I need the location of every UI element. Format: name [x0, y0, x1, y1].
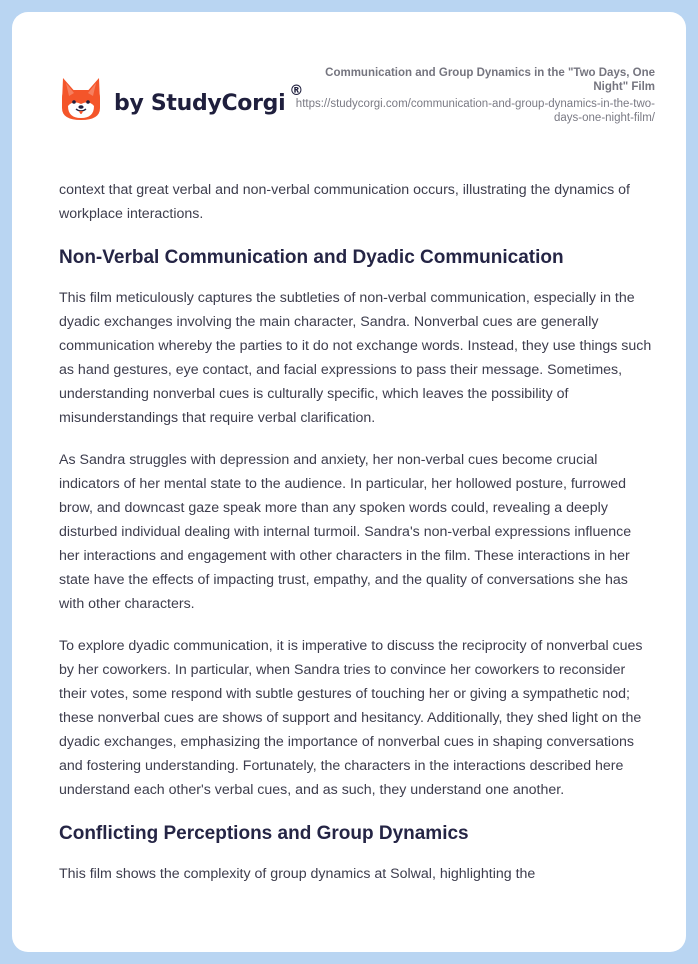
- section-heading: Non-Verbal Communication and Dyadic Communication: [59, 247, 564, 268]
- intro-paragraph: context that great verbal and non-verbal communication occurs, illustrating the dynamics of workplace interactions.: [59, 182, 630, 222]
- paragraph: As Sandra struggles with depression and anxiety, her non-verbal cues become crucial indicators of her mental state to the audience. In particular, her hollowed posture, furrowed brow, and downcast gaze speak more than any spoken words could, revealing a deeply disturbed individual dealing with internal turmoil. Sandra's non-verbal expressions influence her interactions and engagement with other characters in the film. These interactions in her state have the effects of impacting trust, empathy, and the quality of conversations she has with other characters.: [59, 452, 632, 612]
- registered-mark: ®: [289, 83, 304, 99]
- studycorgi-logo[interactable]: [60, 76, 303, 122]
- paragraph: This film shows the complexity of group dynamics at Solwal, highlighting the: [59, 866, 536, 882]
- paragraph: To explore dyadic communication, it is imperative to discuss the reciprocity of nonverbal cues by her coworkers. In particular, when Sandra tries to convince her coworkers to reconsider their votes, some respond with subtle gestures of touching her or giving a sympathetic nod; these nonverbal cues are shows of support and hesitancy. Additionally, they shed light on the dyadic exchanges, emphasizing the importance of nonverbal cues in shaping conversations and fostering understanding. Fortunately, the characters in the interactions described here understand each other's verbal cues, and as such, they understand one another.: [59, 638, 643, 798]
- logo-text: by StudyCorgi: [114, 90, 286, 116]
- paragraph: This film meticulously captures the subtleties of non-verbal communication, especially in the dyadic exchanges involving the main character, Sandra. Nonverbal cues are generally communication whereby the parties to it do not exchange words. Instead, they use things such as hand gestures, eye contact, and facial expressions to pass their message. Sometimes, understanding nonverbal cues is culturally specific, which leaves the possibility of misunderstandings that require verbal clarification.: [59, 290, 652, 426]
- page-header: [12, 12, 686, 152]
- document-meta: [295, 66, 655, 125]
- document-url[interactable]: https://studycorgi.com/communication-and-group-dynamics-in-the-two-days-one-night-film/: [295, 98, 655, 124]
- corgi-face-icon: [60, 76, 102, 122]
- document-title: Communication and Group Dynamics in the "Two Days, One Night" Film: [325, 67, 655, 93]
- article-body: [59, 178, 655, 904]
- section-heading: Conflicting Perceptions and Group Dynamics: [59, 823, 469, 844]
- document-card: [12, 12, 686, 952]
